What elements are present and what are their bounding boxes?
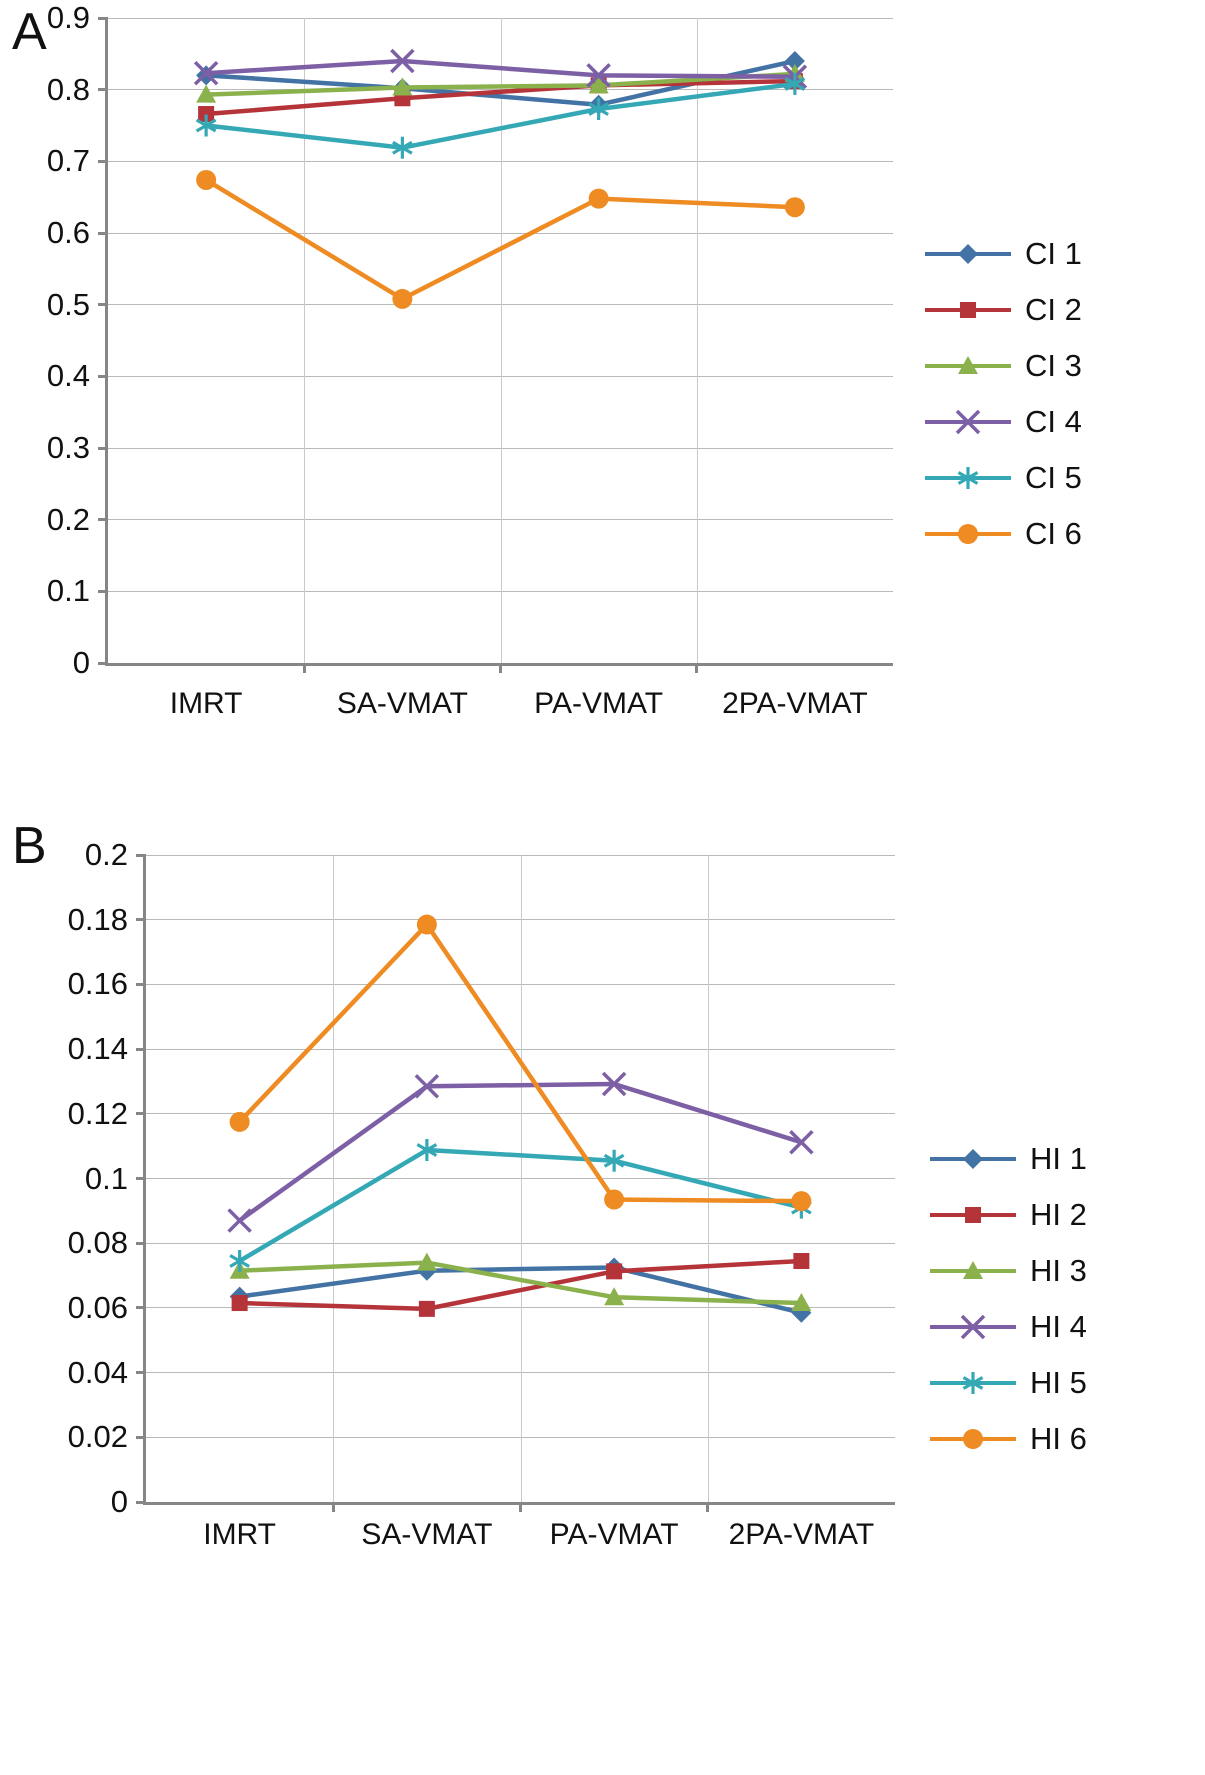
legend-label: HI 1 [1030, 1140, 1087, 1176]
x-axis-tick-mark [519, 1502, 522, 1512]
legend-label: HI 4 [1030, 1308, 1087, 1344]
legend-item[interactable] [930, 1186, 1087, 1242]
x-axis-tick-label: PA-VMAT [549, 1518, 679, 1551]
y-axis-tick-mark [98, 518, 108, 521]
y-axis-tick-mark [136, 1306, 146, 1309]
y-axis-tick-label: 0.3 [46, 430, 90, 465]
y-axis-tick-mark [98, 375, 108, 378]
legend-label: HI 5 [1030, 1364, 1087, 1400]
legend-label: HI 3 [1030, 1252, 1087, 1288]
y-axis-tick-label: 0.08 [67, 1225, 128, 1261]
x-axis-tick-mark [332, 1502, 335, 1512]
y-axis-tick-label: 0.8 [46, 71, 90, 107]
y-axis-tick-mark [98, 88, 108, 91]
y-axis-tick-label: 0.18 [67, 901, 128, 937]
x-axis-tick-label: 2PA-VMAT [728, 1518, 875, 1551]
chart-panel-b [0, 800, 1205, 1775]
chart-legend [930, 1130, 1087, 1466]
legend-marker-icon [930, 1143, 1016, 1173]
y-axis-tick-label: 0.06 [67, 1289, 128, 1325]
legend-label: HI 2 [1030, 1196, 1087, 1232]
y-axis-tick-mark [136, 918, 146, 921]
y-axis-tick-mark [136, 1177, 146, 1180]
y-axis-tick-mark [98, 160, 108, 163]
y-axis-tick-mark [136, 1436, 146, 1439]
y-axis-tick-label: 0.7 [46, 143, 90, 179]
legend-marker-icon [930, 1255, 1016, 1285]
y-axis-tick-mark [136, 1112, 146, 1115]
legend-label: HI 6 [1030, 1420, 1087, 1456]
y-axis-tick-label: 0.16 [67, 966, 128, 1002]
x-axis-tick-label: SA-VMAT [336, 687, 468, 720]
x-axis-tick-mark [695, 663, 698, 673]
legend-item[interactable] [925, 449, 1082, 505]
y-axis-tick-mark [136, 1371, 146, 1374]
legend-label: CI 4 [1025, 403, 1082, 439]
panel-letter-b: B [12, 817, 47, 875]
legend-item[interactable] [930, 1242, 1087, 1298]
legend-marker-icon [925, 406, 1011, 436]
x-axis-tick-mark [706, 1502, 709, 1512]
y-axis-tick-label: 0.5 [46, 286, 90, 322]
y-axis-tick-mark [98, 662, 108, 665]
panel-letter-a: A [12, 3, 47, 61]
legend-marker-icon [925, 462, 1011, 492]
y-axis-tick-mark [98, 17, 108, 20]
y-axis-tick-label: 0.4 [46, 358, 90, 394]
legend-item[interactable] [925, 393, 1082, 449]
series-hi-5 [230, 1139, 811, 1272]
y-axis-tick-label: 0.2 [84, 837, 128, 872]
series-layer [108, 18, 893, 663]
legend-marker-icon [930, 1423, 1016, 1453]
plot-area-b [67, 837, 895, 1551]
legend-marker-icon [925, 350, 1011, 380]
legend-marker-icon [925, 238, 1011, 268]
legend-item[interactable] [930, 1354, 1087, 1410]
legend-item[interactable] [925, 505, 1082, 561]
legend-marker-icon [930, 1311, 1016, 1341]
y-axis-tick-mark [136, 1501, 146, 1504]
chart-legend [925, 225, 1082, 561]
chart-panel-a [0, 0, 1205, 760]
x-axis-tick-label: IMRT [169, 687, 243, 720]
y-axis-tick-mark [136, 1048, 146, 1051]
legend-label: CI 1 [1025, 235, 1082, 271]
y-axis-tick-label: 0.2 [46, 501, 90, 537]
y-axis-tick-mark [98, 303, 108, 306]
y-axis-tick-mark [98, 590, 108, 593]
y-axis-tick-label: 0.14 [67, 1031, 128, 1067]
plot-area-a [46, 0, 893, 720]
legend-label: CI 2 [1025, 291, 1082, 327]
x-axis-tick-label: IMRT [203, 1518, 277, 1551]
y-axis-tick-mark [98, 232, 108, 235]
series-ci-6 [196, 170, 805, 309]
y-axis-tick-label: 0.1 [84, 1160, 128, 1196]
legend-item[interactable] [930, 1410, 1087, 1466]
series-layer [146, 855, 895, 1502]
y-axis-tick-label: 0.02 [67, 1419, 128, 1455]
x-axis-tick-label: PA-VMAT [534, 687, 664, 720]
y-axis-tick-mark [136, 1242, 146, 1245]
y-axis-tick-label: 0 [72, 645, 90, 680]
y-axis-tick-mark [136, 854, 146, 857]
legend-marker-icon [925, 294, 1011, 324]
legend-marker-icon [925, 518, 1011, 548]
y-axis-tick-label: 0.1 [46, 573, 90, 609]
y-axis-tick-label: 0.04 [67, 1354, 128, 1390]
legend-marker-icon [930, 1199, 1016, 1229]
legend-label: CI 3 [1025, 347, 1082, 383]
legend-item[interactable] [925, 281, 1082, 337]
legend-marker-icon [930, 1367, 1016, 1397]
y-axis-tick-label: 0 [110, 1484, 128, 1519]
y-axis-tick-label: 0.9 [46, 0, 90, 35]
legend-item[interactable] [930, 1298, 1087, 1354]
legend-label: CI 5 [1025, 459, 1082, 495]
y-axis-tick-mark [136, 983, 146, 986]
series-hi-4 [229, 1073, 813, 1232]
legend-label: CI 6 [1025, 515, 1082, 551]
legend-item[interactable] [925, 225, 1082, 281]
legend-item[interactable] [930, 1130, 1087, 1186]
x-axis-tick-label: SA-VMAT [361, 1518, 493, 1551]
x-axis-tick-mark [303, 663, 306, 673]
legend-item[interactable] [925, 337, 1082, 393]
y-axis-tick-mark [98, 447, 108, 450]
series-hi-3 [230, 1253, 812, 1311]
x-axis-tick-label: 2PA-VMAT [722, 687, 868, 720]
x-axis-tick-mark [499, 663, 502, 673]
y-axis-tick-label: 0.12 [67, 1095, 128, 1131]
y-axis-tick-label: 0.6 [46, 215, 90, 250]
